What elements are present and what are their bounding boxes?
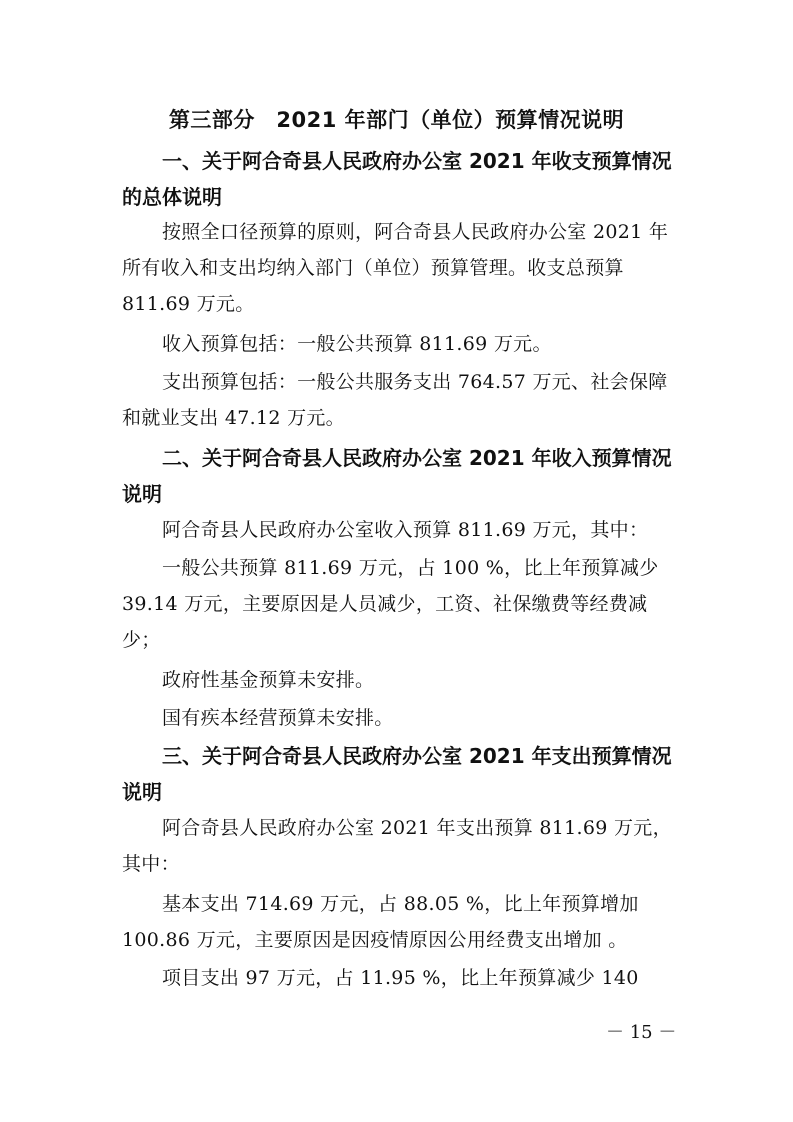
paragraph-1-3: 支出预算包括：一般公共服务支出 764.57 万元、社会保障和就业支出 47.12 万元。 (122, 371, 668, 429)
page-number: － 15 － (606, 1022, 677, 1043)
paragraph-1-1: 按照全口径预算的原则，阿合奇县人民政府办公室 2021 年所有收入和支出均纳入部门（单位）预算管理。收支总预算 811.69 万元。 (122, 221, 669, 315)
section-heading-3: 三、关于阿合奇县人民政府办公室 2021 年支出预算情况说明 (122, 744, 672, 804)
section-heading-2: 二、关于阿合奇县人民政府办公室 2021 年收入预算情况说明 (122, 446, 672, 506)
paragraph-2-3: 政府性基金预算未安排。 (162, 669, 375, 691)
paragraph-3-3: 项目支出 97 万元，占 11.95 %，比上年预算减少 140 (162, 967, 639, 989)
paragraph-3-2: 基本支出 714.69 万元，占 88.05 %，比上年预算增加 100.86 万元，主要原因是因疫情原因公用经费支出增加 。 (122, 893, 639, 951)
paragraph-2-1: 阿合奇县人民政府办公室收入预算 811.69 万元，其中： (162, 519, 649, 541)
paragraph-2-2: 一般公共预算 811.69 万元，占 100 %，比上年预算减少 39.14 万元，主要原因是人员减少，工资、社保缴费等经费减少； (122, 557, 659, 651)
paragraph-1-2: 收入预算包括：一般公共预算 811.69 万元。 (162, 333, 552, 355)
document-title: 第三部分 2021 年部门（单位）预算情况说明 (168, 108, 625, 132)
section-heading-1: 一、关于阿合奇县人民政府办公室 2021 年收支预算情况的总体说明 (122, 149, 672, 209)
paragraph-2-4: 国有疾本经营预算未安排。 (162, 707, 394, 729)
paragraph-3-1: 阿合奇县人民政府办公室 2021 年支出预算 811.69 万元，其中： (122, 817, 672, 875)
